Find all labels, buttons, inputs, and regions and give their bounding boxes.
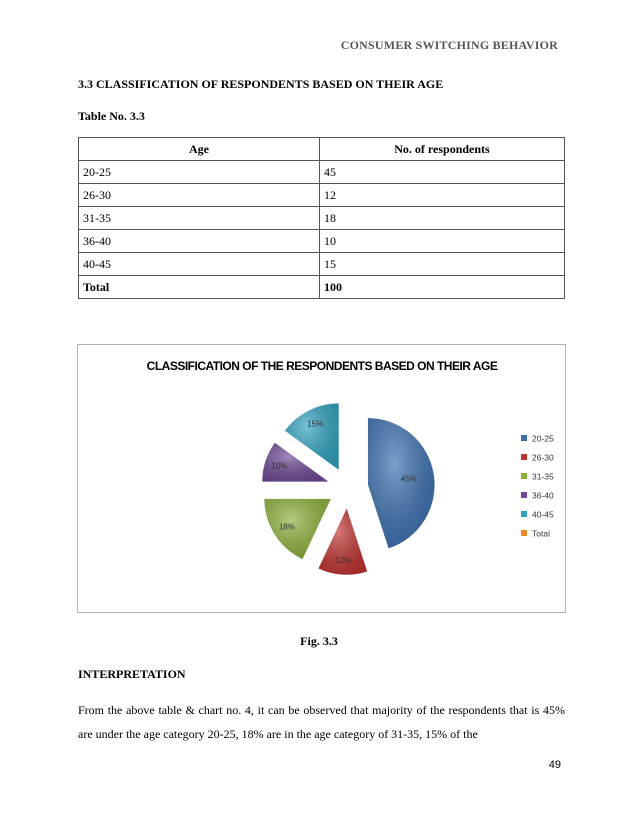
pie-data-label: 10% bbox=[271, 461, 288, 471]
table-row bbox=[79, 184, 565, 207]
chart-legend bbox=[521, 434, 554, 539]
table-row bbox=[79, 253, 565, 276]
table-row bbox=[79, 161, 565, 184]
legend-swatch bbox=[521, 473, 527, 479]
table-label: Table No. 3.3 bbox=[78, 109, 145, 123]
table-header-row bbox=[79, 138, 565, 161]
pie-chart bbox=[77, 344, 566, 613]
table-header-age: Age bbox=[79, 138, 320, 161]
pie-data-label: 45% bbox=[400, 474, 417, 484]
legend-label: 31-35 bbox=[532, 471, 554, 482]
table-cell-count: 15 bbox=[320, 253, 565, 276]
table-cell-age: 40-45 bbox=[79, 253, 320, 276]
legend-swatch bbox=[521, 435, 527, 441]
section-title: 3.3 CLASSIFICATION OF RESPONDENTS BASED ON THEIR AGE bbox=[78, 77, 444, 91]
table-total-label: Total bbox=[79, 276, 320, 299]
interpretation-paragraph: From the above table & chart no. 4, it can be observed that majority of the respondents that is 45% are under the age category 20-25, 18% are in the age category of 31-35, 15% of the bbox=[78, 703, 565, 741]
pie-chart-svg bbox=[78, 345, 567, 614]
table-row bbox=[79, 230, 565, 253]
table-cell-count: 12 bbox=[320, 184, 565, 207]
pie-slices bbox=[262, 403, 435, 575]
legend-swatch bbox=[521, 530, 527, 536]
legend-label: 36-40 bbox=[532, 490, 554, 501]
table-cell-age: 31-35 bbox=[79, 207, 320, 230]
table-cell-count: 18 bbox=[320, 207, 565, 230]
legend-swatch bbox=[521, 511, 527, 517]
table-row bbox=[79, 207, 565, 230]
legend-swatch bbox=[521, 492, 527, 498]
running-header: CONSUMER SWITCHING BEHAVIOR bbox=[340, 38, 558, 52]
table-cell-age: 20-25 bbox=[79, 161, 320, 184]
pie-data-label: 18% bbox=[278, 522, 295, 532]
legend-label: 40-45 bbox=[532, 509, 554, 520]
legend-label: Total bbox=[532, 528, 550, 539]
table-cell-age: 36-40 bbox=[79, 230, 320, 253]
table-cell-count: 10 bbox=[320, 230, 565, 253]
respondents-table bbox=[78, 137, 565, 299]
page-number: 49 bbox=[548, 759, 561, 771]
legend-label: 20-25 bbox=[532, 433, 554, 444]
figure-caption: Fig. 3.3 bbox=[300, 634, 338, 648]
pie-data-label: 15% bbox=[307, 419, 324, 429]
interpretation-heading: INTERPRETATION bbox=[78, 667, 186, 681]
table-header-respondents: No. of respondents bbox=[320, 138, 565, 161]
table-cell-count: 45 bbox=[320, 161, 565, 184]
chart-title: CLASSIFICATION OF THE RESPONDENTS BASED ON THEIR AGE bbox=[146, 359, 498, 373]
pie-data-label: 12% bbox=[335, 556, 352, 566]
legend-swatch bbox=[521, 454, 527, 460]
pie-slice-shading bbox=[264, 499, 331, 560]
table-total-value: 100 bbox=[320, 276, 565, 299]
legend-label: 26-30 bbox=[532, 452, 554, 463]
table-cell-age: 26-30 bbox=[79, 184, 320, 207]
table-total-row bbox=[79, 276, 565, 299]
